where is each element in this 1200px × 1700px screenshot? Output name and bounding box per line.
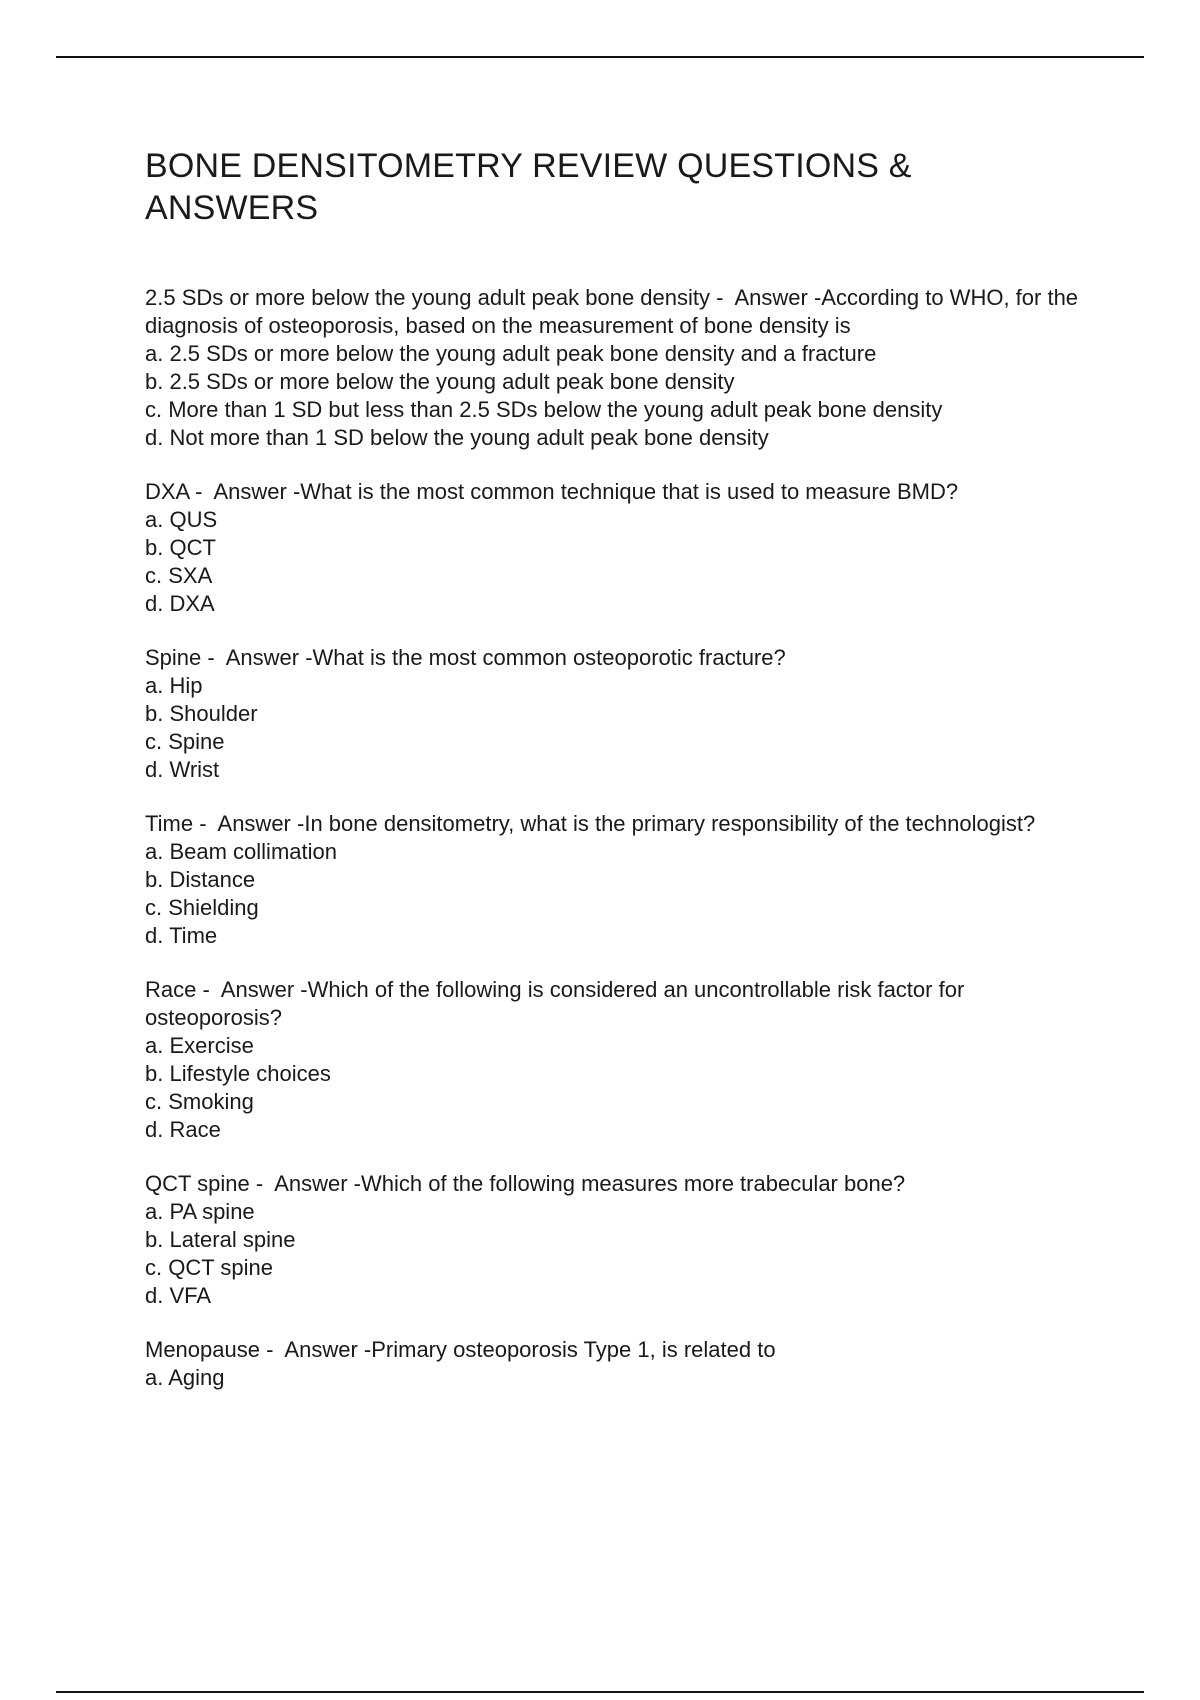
option: c. Shielding <box>145 895 259 920</box>
qa-question-line <box>145 810 1085 838</box>
answer-separator: - Answer - <box>259 1337 372 1362</box>
question-text: Primary osteoporosis Type 1, is related to <box>371 1337 776 1362</box>
option: a. 2.5 SDs or more below the young adult peak bone density and a fracture <box>145 341 877 366</box>
qa-question-line <box>145 976 1085 1032</box>
document-title: BONE DENSITOMETRY REVIEW QUESTIONS & ANSWERS <box>145 147 912 227</box>
option: a. Exercise <box>145 1033 254 1058</box>
qa-item <box>145 284 1095 452</box>
option: c. Spine <box>145 729 225 754</box>
bottom-rule <box>56 1691 1144 1693</box>
option: a. Aging <box>145 1365 225 1390</box>
question-text: In bone densitometry, what is the primary responsibility of the technologist? <box>304 811 1036 836</box>
answer-text: QCT spine <box>145 1171 250 1196</box>
answer-separator: - Answer - <box>189 479 301 504</box>
qa-item <box>145 810 1095 950</box>
option: c. QCT spine <box>145 1255 273 1280</box>
option: d. DXA <box>145 591 215 616</box>
qa-item <box>145 976 1095 1144</box>
answer-separator: - Answer - <box>249 1171 361 1196</box>
option: b. Shoulder <box>145 701 258 726</box>
answer-text: Spine <box>145 645 202 670</box>
option: d. Wrist <box>145 757 220 782</box>
option: a. Beam collimation <box>145 839 337 864</box>
document-body <box>145 145 1095 1418</box>
qa-question-line <box>145 1170 1085 1198</box>
option: c. More than 1 SD but less than 2.5 SDs below the young adult peak bone density <box>145 397 943 422</box>
answer-text: Time <box>145 811 194 836</box>
qa-item <box>145 478 1095 618</box>
option: d. Not more than 1 SD below the young adult peak bone density <box>145 425 769 450</box>
option: d. VFA <box>145 1283 212 1308</box>
question-text: Which of the following measures more trabecular bone? <box>361 1171 906 1196</box>
qa-question-line <box>145 1336 1085 1364</box>
qa-item <box>145 1170 1095 1310</box>
qa-question-line <box>145 478 1085 506</box>
qa-item <box>145 644 1095 784</box>
qa-question-line <box>145 284 1085 340</box>
answer-separator: - Answer - <box>201 645 313 670</box>
option: b. 2.5 SDs or more below the young adult peak bone density <box>145 369 735 394</box>
question-text: What is the most common osteoporotic fracture? <box>312 645 786 670</box>
answer-text: Race <box>145 977 197 1002</box>
option: b. QCT <box>145 535 216 560</box>
option: b. Distance <box>145 867 256 892</box>
answer-text: 2.5 SDs or more below the young adult peak bone density <box>145 285 711 310</box>
qa-item <box>145 1336 1095 1392</box>
answer-text: Menopause <box>145 1337 260 1362</box>
answer-separator: - Answer - <box>196 977 308 1002</box>
question-text: What is the most common technique that is used to measure BMD? <box>300 479 959 504</box>
option: c. SXA <box>145 563 213 588</box>
option: b. Lateral spine <box>145 1227 296 1252</box>
option: a. Hip <box>145 673 203 698</box>
answer-text: DXA <box>145 479 190 504</box>
answer-separator: - Answer - <box>710 285 822 310</box>
top-rule <box>56 56 1144 58</box>
question-text: According to WHO, for the diagnosis of osteoporosis, based on the measurement of bone density is <box>145 285 1079 338</box>
option: a. QUS <box>145 507 218 532</box>
option: a. PA spine <box>145 1199 255 1224</box>
answer-separator: - Answer - <box>193 811 305 836</box>
question-text: Which of the following is considered an uncontrollable risk factor for osteoporosis? <box>145 977 965 1030</box>
qa-question-line <box>145 644 1085 672</box>
option: b. Lifestyle choices <box>145 1061 331 1086</box>
option: d. Race <box>145 1117 221 1142</box>
option: d. Time <box>145 923 218 948</box>
option: c. Smoking <box>145 1089 254 1114</box>
